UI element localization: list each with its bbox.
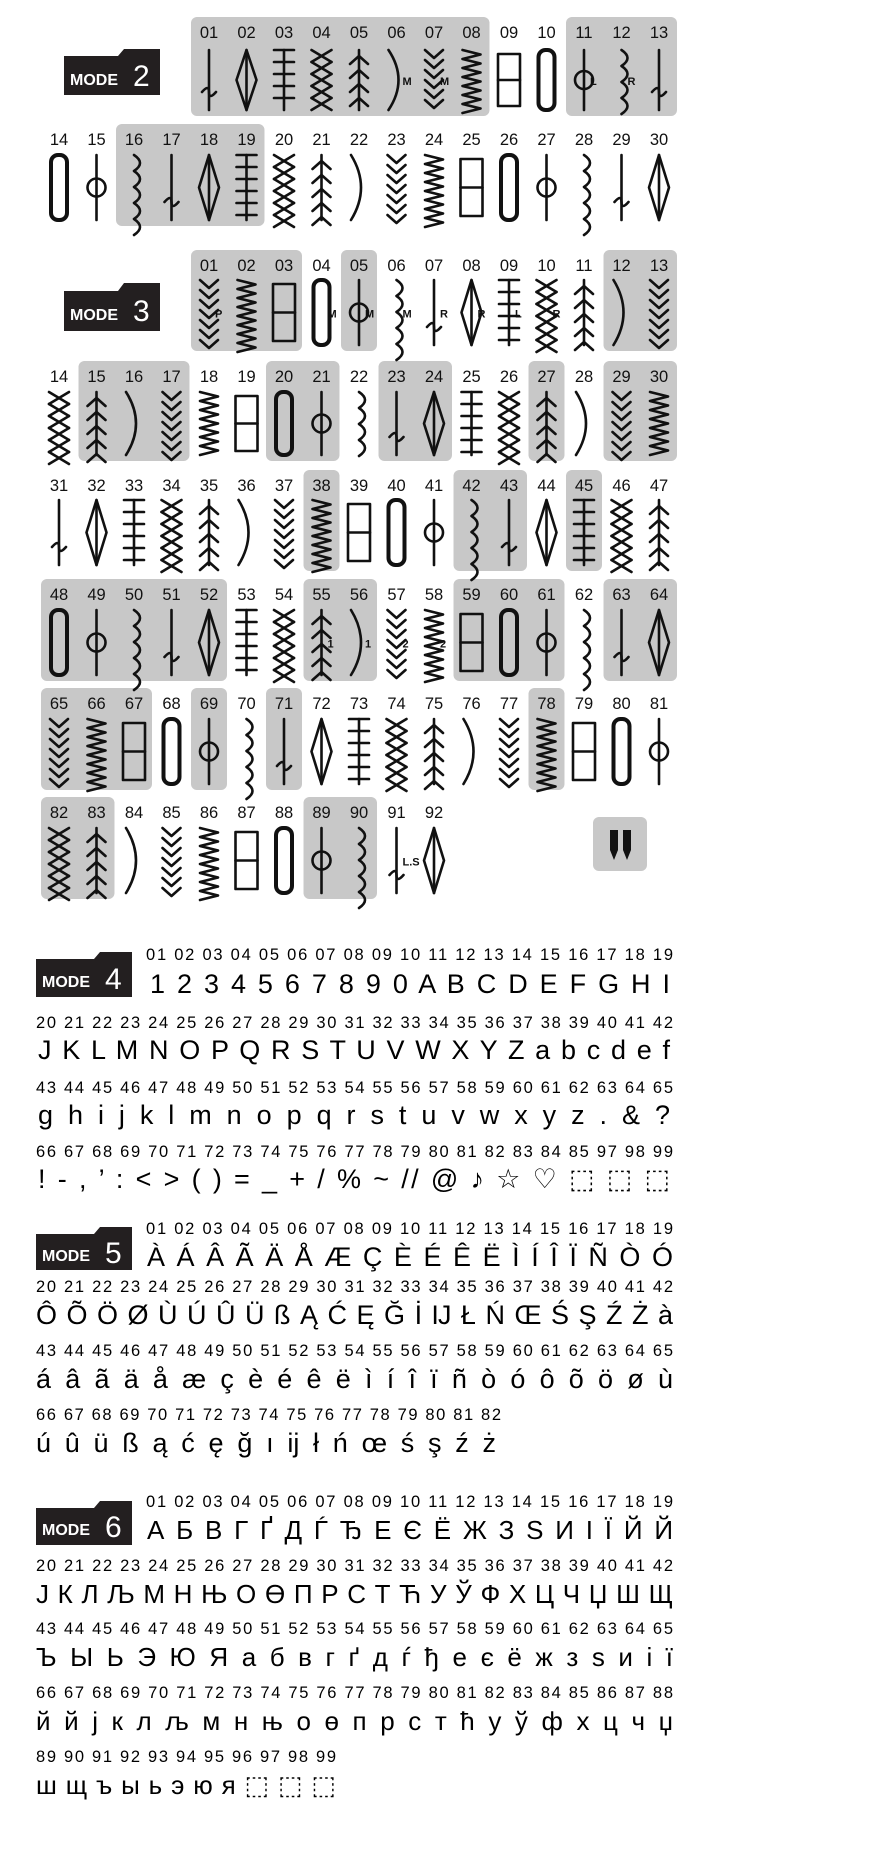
stitch-m3r5-79-icon [573,723,595,780]
stitch-m3r3-33-icon [124,500,144,565]
stitch-letter: 2 [402,638,409,651]
stitch-number: 41 [424,477,444,495]
stitch-number: 13 [649,24,669,42]
stitch-number: 87 [237,804,256,822]
stitch-number: 46 [612,477,631,495]
stitch-m3r3-46-icon [612,500,632,572]
stitch-m3r4-58-icon [425,610,446,682]
stitch-number: 30 [649,368,669,386]
stitch-number: 68 [162,695,181,713]
stitch-number: 08 [462,24,481,42]
stitch-m3r1-09-icon [499,280,522,345]
stitch-number: 54 [274,586,294,604]
stitch-number: 16 [124,368,144,386]
stitch-m2r2-25-icon [461,159,483,216]
mode-word: MODE [70,307,118,324]
stitch-m3r6-92-icon [424,828,444,893]
stitch-number: 81 [649,695,669,713]
stitch-number: 16 [124,131,144,149]
stitch-number: 52 [199,586,219,604]
stitch-m2r2-29-icon [615,155,629,220]
stitch-number: 15 [87,131,106,149]
stitch-m3r1-11-icon [575,280,593,350]
stitch-number: 01 [199,257,219,275]
stitch-number: 15 [87,368,106,386]
stitch-m2r2-24-icon [425,155,443,227]
stitch-number: 06 [387,257,406,275]
stitch-number: 03 [274,257,294,275]
stitch-number: 23 [387,131,406,149]
stitch-m3r2-26-icon [499,392,519,464]
stitch-number: 14 [49,131,69,149]
stitch-number: 89 [312,804,331,822]
stitch-m3r4-62-icon [584,610,590,690]
char-numbers: 43 44 45 46 47 48 49 50 51 52 53 54 55 56 57 58 59 60 61 62 63 64 65 [36,1342,673,1360]
stitch-number: 72 [312,695,331,713]
stitch-number: 47 [649,477,669,495]
stitch-number: 85 [162,804,181,822]
stitch-number: 28 [574,368,594,386]
stitch-number: 03 [274,24,294,42]
stitch-m3r6-91-icon [390,828,420,893]
char-row: Ъ Ы Ь Э Ю Я а б в г ґ д ѓ ђ е є ё ж з ѕ и і ї [36,1642,673,1672]
stitch-number: 31 [49,477,69,495]
stitch-number: 36 [237,477,256,495]
char-row: ú û ü ß ą ć ę ğ ı ĳ ł ń œ ś ş ź ż [36,1428,496,1458]
mode-6-badge [36,1501,132,1545]
stitch-number: 10 [537,24,556,42]
stitch-number: 14 [49,368,69,386]
stitch-m3r6-84-icon [126,828,136,893]
stitch-number: 11 [575,257,593,275]
stitch-number: 59 [462,586,481,604]
stitch-m2r2-14-icon [51,155,67,220]
stitch-number: 21 [312,131,331,149]
stitch-number: 42 [462,477,481,495]
char-row: ш щ ъ ы ь э ю я ⬚ ⬚ ⬚ [36,1770,336,1800]
stitch-m3r1-10-icon [537,280,561,352]
stitch-number: 17 [162,131,181,149]
char-row: g h i j k l m n o p q r s t u v w x y z . & ? [38,1100,670,1130]
stitch-number: 23 [387,368,406,386]
mode-number: 2 [133,60,150,93]
stitch-m3r3-44-icon [537,500,557,565]
stitch-m3r3-37-icon [275,500,293,568]
highlight-tile [191,17,490,116]
stitch-m2r2-23-icon [388,155,406,223]
stitch-letter: 2 [440,638,447,651]
stitch-m3r3-41-icon [425,500,443,565]
stitch-m2r2-21-icon [313,155,331,225]
stitch-number: 37 [274,477,294,495]
char-numbers: 43 44 45 46 47 48 49 50 51 52 53 54 55 56 57 58 59 60 61 62 63 64 65 [36,1079,673,1097]
stitch-number: 74 [387,695,406,713]
stitch-number: 80 [612,695,631,713]
stitch-number: 64 [649,586,669,604]
mode-number: 3 [133,295,150,328]
stitch-number: 53 [237,586,256,604]
stitch-m3r3-31-icon [52,500,66,565]
stitch-number: 65 [49,695,69,713]
stitch-m3r3-32-icon [87,500,107,565]
stitch-number: 25 [462,131,481,149]
stitch-letter: M [365,308,375,321]
stitch-number: 61 [537,586,556,604]
stitch-m3r2-22-icon [359,392,365,456]
stitch-number: 04 [312,24,331,42]
stitch-m3r2-18-icon [200,392,218,455]
stitch-letter: R [627,76,636,88]
stitch-m3r3-40-icon [389,500,405,565]
stitch-number: 76 [462,695,481,713]
stitch-number: 43 [499,477,519,495]
stitch-number: 10 [537,257,556,275]
stitch-letter: R [477,308,486,321]
stitch-letter: M [327,308,337,321]
stitch-m3r5-77-icon [500,719,518,787]
stitch-m3r5-72-icon [312,719,332,784]
stitch-number: 92 [424,804,444,822]
stitch-m2r2-27-icon [538,155,556,220]
stitch-number: 05 [349,257,369,275]
stitch-number: 07 [424,257,444,275]
stitch-number: 29 [612,131,631,149]
stitch-m3r6-87-icon [236,832,258,889]
stitch-m3r5-70-icon [247,719,253,799]
stitch-number: 44 [537,477,556,495]
mode-number: 5 [105,1237,122,1270]
stitch-number: 22 [349,368,369,386]
stitch-number: 24 [424,368,444,386]
stitch-number: 77 [499,695,519,713]
char-numbers: 20 21 22 23 24 25 26 27 28 29 30 31 32 33 34 35 36 37 38 39 40 41 42 [36,1557,673,1575]
stitch-m3r3-34-icon [162,500,182,572]
stitch-number: 21 [312,368,331,386]
stitch-m3r2-19-icon [236,396,258,451]
stitch-number: 48 [49,586,69,604]
stitch-number: 38 [312,477,331,495]
mode-4-badge [36,952,132,997]
stitch-number: 19 [237,131,256,149]
stitch-number: 09 [499,24,519,42]
stitch-m2r1-10-icon [539,50,555,110]
stitch-number: 51 [162,586,181,604]
mode-3-badge [64,283,160,331]
stitch-number: 20 [274,131,294,149]
stitch-m3r3-47-icon [650,500,668,570]
stitch-m3r6-85-icon [163,828,181,896]
stitch-m3r1-07-icon [427,280,448,345]
stitch-m2r2-22-icon [351,155,361,220]
stitch-number: 84 [124,804,144,822]
char-row: á â ã ä å æ ç è é ê ë ì í î ï ñ ò ó ô õ ö ø ù [36,1364,673,1394]
char-row: ! - , ’ : < > ( ) = _ + / % ~ // @ ♪ ☆ ♡ ⬚ ⬚ ⬚ [38,1164,670,1194]
stitch-letter: 1 [365,638,372,651]
stitch-m3r5-81-icon [650,719,668,784]
stitch-m3r4-53-icon [237,610,257,675]
stitch-number: 50 [124,586,144,604]
stitch-m3r5-76-icon [464,719,474,784]
stitch-number: 13 [649,257,669,275]
char-numbers: 43 44 45 46 47 48 49 50 51 52 53 54 55 56 57 58 59 60 61 62 63 64 65 [36,1620,673,1638]
stitch-number: 27 [537,368,556,386]
stitch-number: 04 [312,257,331,275]
stitch-number: 73 [349,695,369,713]
stitch-m3r6-88-icon [276,828,292,893]
stitch-number: 82 [49,804,69,822]
stitch-m3r5-68-icon [164,719,180,784]
stitch-number: 57 [387,586,406,604]
stitch-number: 26 [499,368,519,386]
char-numbers: 89 90 91 92 93 94 95 96 97 98 99 [36,1748,336,1766]
stitch-number: 27 [537,131,556,149]
stitch-number: 12 [612,24,631,42]
stitch-m3r2-14-icon [49,392,69,464]
stitch-letter: P [215,308,223,321]
stitch-number: 70 [237,695,256,713]
stitch-number: 02 [237,257,256,275]
stitch-number: 19 [237,368,256,386]
stitch-number: 58 [424,586,444,604]
stitch-number: 62 [574,586,594,604]
mode-number: 6 [105,1511,122,1544]
stitch-m3r6-86-icon [200,828,218,900]
stitch-m3r2-25-icon [462,392,482,455]
stitch-number: 01 [199,24,219,42]
stitch-number: 56 [349,586,369,604]
char-row: А Б В Г Ґ Д Ѓ Ђ Е Є Ё Ж З S И І Ї Й Й [147,1515,673,1545]
stitch-number: 67 [124,695,144,713]
stitch-number: 18 [199,131,219,149]
twin-needle-icon [593,817,647,871]
stitch-m3r1-08-icon [462,280,486,345]
stitch-m3r4-57-icon [388,610,409,678]
stitch-number: 91 [387,804,406,822]
stitch-number: 55 [312,586,331,604]
stitch-m3r3-36-icon [239,500,249,565]
stitch-letter: L [590,76,597,88]
stitch-number: 63 [612,586,631,604]
stitch-number: 11 [575,24,593,42]
char-numbers: 66 67 68 69 70 71 72 73 74 75 76 77 78 79 80 81 82 83 84 85 97 98 99 [36,1143,673,1161]
stitch-m3r3-39-icon [348,504,370,561]
char-row: й й ј к л љ м н њ о ө п р с т ћ у ў ф х ц ч џ [36,1706,673,1736]
stitch-letter: R [440,308,448,321]
stitch-number: 25 [462,368,481,386]
stitch-number: 12 [612,257,631,275]
mode-word: MODE [42,1248,90,1265]
stitch-number: 75 [424,695,444,713]
stitch-letter: R [552,308,561,321]
stitch-m3r1-06-icon [397,280,412,360]
stitch-number: 32 [87,477,106,495]
stitch-letter: M [440,76,450,88]
stitch-number: 18 [199,368,219,386]
char-row: 1 2 3 4 5 6 7 8 9 0 A B C D E F G H I [150,969,670,999]
stitch-number: 06 [387,24,406,42]
char-row: J К Л Љ М Н Њ О Ө П Р С Т Ћ У Ў Ф Х Ц Ч Џ Ш Щ [36,1579,673,1609]
stitch-number: 45 [574,477,594,495]
stitch-m3r5-73-icon [349,719,369,784]
stitch-number: 90 [349,804,369,822]
stitch-number: 49 [87,586,106,604]
char-numbers: 66 67 68 69 70 71 72 73 74 75 76 77 78 79 80 81 82 83 84 85 86 87 88 [36,1684,673,1702]
stitch-m3r3-35-icon [200,500,218,570]
stitch-letter: M [402,76,412,88]
stitch-m2r2-26-icon [501,155,517,220]
stitch-m2r1-09-icon [498,54,520,106]
stitch-number: 22 [349,131,369,149]
mode-word: MODE [42,1522,90,1539]
stitch-letter: M [402,308,412,321]
stitch-number: 26 [499,131,519,149]
stitch-number: 88 [274,804,294,822]
char-numbers: 01 02 03 04 05 06 07 08 09 10 11 12 13 14 15 16 17 18 19 [146,1220,674,1238]
stitch-m3r4-54-icon [274,610,294,682]
stitch-number: 83 [87,804,106,822]
stitch-number: 17 [162,368,181,386]
stitch-number: 71 [274,695,294,713]
char-numbers: 20 21 22 23 24 25 26 27 28 29 30 31 32 33 34 35 36 37 38 39 40 41 42 [36,1278,673,1296]
stitch-m3r5-75-icon [425,719,443,789]
stitch-number: 39 [349,477,369,495]
mode-5-badge [36,1227,132,1270]
stitch-number: 86 [199,804,219,822]
stitch-m2r2-15-icon [88,155,106,220]
mode-word: MODE [70,72,118,89]
stitch-number: 09 [499,257,519,275]
char-row: J K L M N O P Q R S T U V W X Y Z a b c d e f [38,1035,670,1065]
stitch-number: 02 [237,24,256,42]
stitch-number: 30 [649,131,669,149]
stitch-number: 28 [574,131,594,149]
char-numbers: 01 02 03 04 05 06 07 08 09 10 11 12 13 14 15 16 17 18 19 [146,946,674,964]
stitch-number: 07 [424,24,444,42]
stitch-m2r2-28-icon [584,155,590,235]
stitch-number: 33 [124,477,144,495]
stitch-m2r2-30-icon [649,155,669,220]
char-numbers: 66 67 68 69 70 71 72 73 74 75 76 77 78 79 80 81 82 [36,1406,502,1424]
char-row: À Á Â Ã Ä Å Æ Ç È É Ê Ë Ì Í Î Ï Ñ Ò Ó [147,1242,673,1272]
stitch-m2r2-20-icon [274,155,294,227]
char-numbers: 20 21 22 23 24 25 26 27 28 29 30 31 32 33 34 35 36 37 38 39 40 41 42 [36,1014,673,1032]
stitch-letter: 1 [327,638,334,651]
stitch-number: 78 [537,695,556,713]
stitch-number: 20 [274,368,294,386]
stitch-number: 24 [424,131,444,149]
stitch-number: 40 [387,477,406,495]
stitch-number: 79 [574,695,594,713]
stitch-number: 05 [349,24,369,42]
stitch-letter: L.S [402,856,420,869]
stitch-m3r2-28-icon [576,392,586,455]
stitch-number: 35 [199,477,219,495]
stitch-letter: L [515,308,522,321]
stitch-number: 08 [462,257,481,275]
stitch-number: 66 [87,695,106,713]
char-row: Ô Õ Ö Ø Ù Ú Û Ü ß Ą Ć Ę Ğ İ Ĳ Ł Ń Œ Ś Ş Ź Ż à [36,1300,673,1330]
mode-2-badge [64,49,160,95]
stitch-number: 60 [499,586,519,604]
stitch-m3r1-04-icon [314,280,337,345]
stitch-number: 29 [612,368,631,386]
stitch-number: 69 [199,695,219,713]
mode-number: 4 [105,963,122,996]
stitch-m3r5-80-icon [614,719,630,784]
mode-word: MODE [42,974,90,991]
stitch-m3r5-74-icon [387,719,407,791]
char-numbers: 01 02 03 04 05 06 07 08 09 10 11 12 13 14 15 16 17 18 19 [146,1493,674,1511]
stitch-number: 34 [162,477,181,495]
